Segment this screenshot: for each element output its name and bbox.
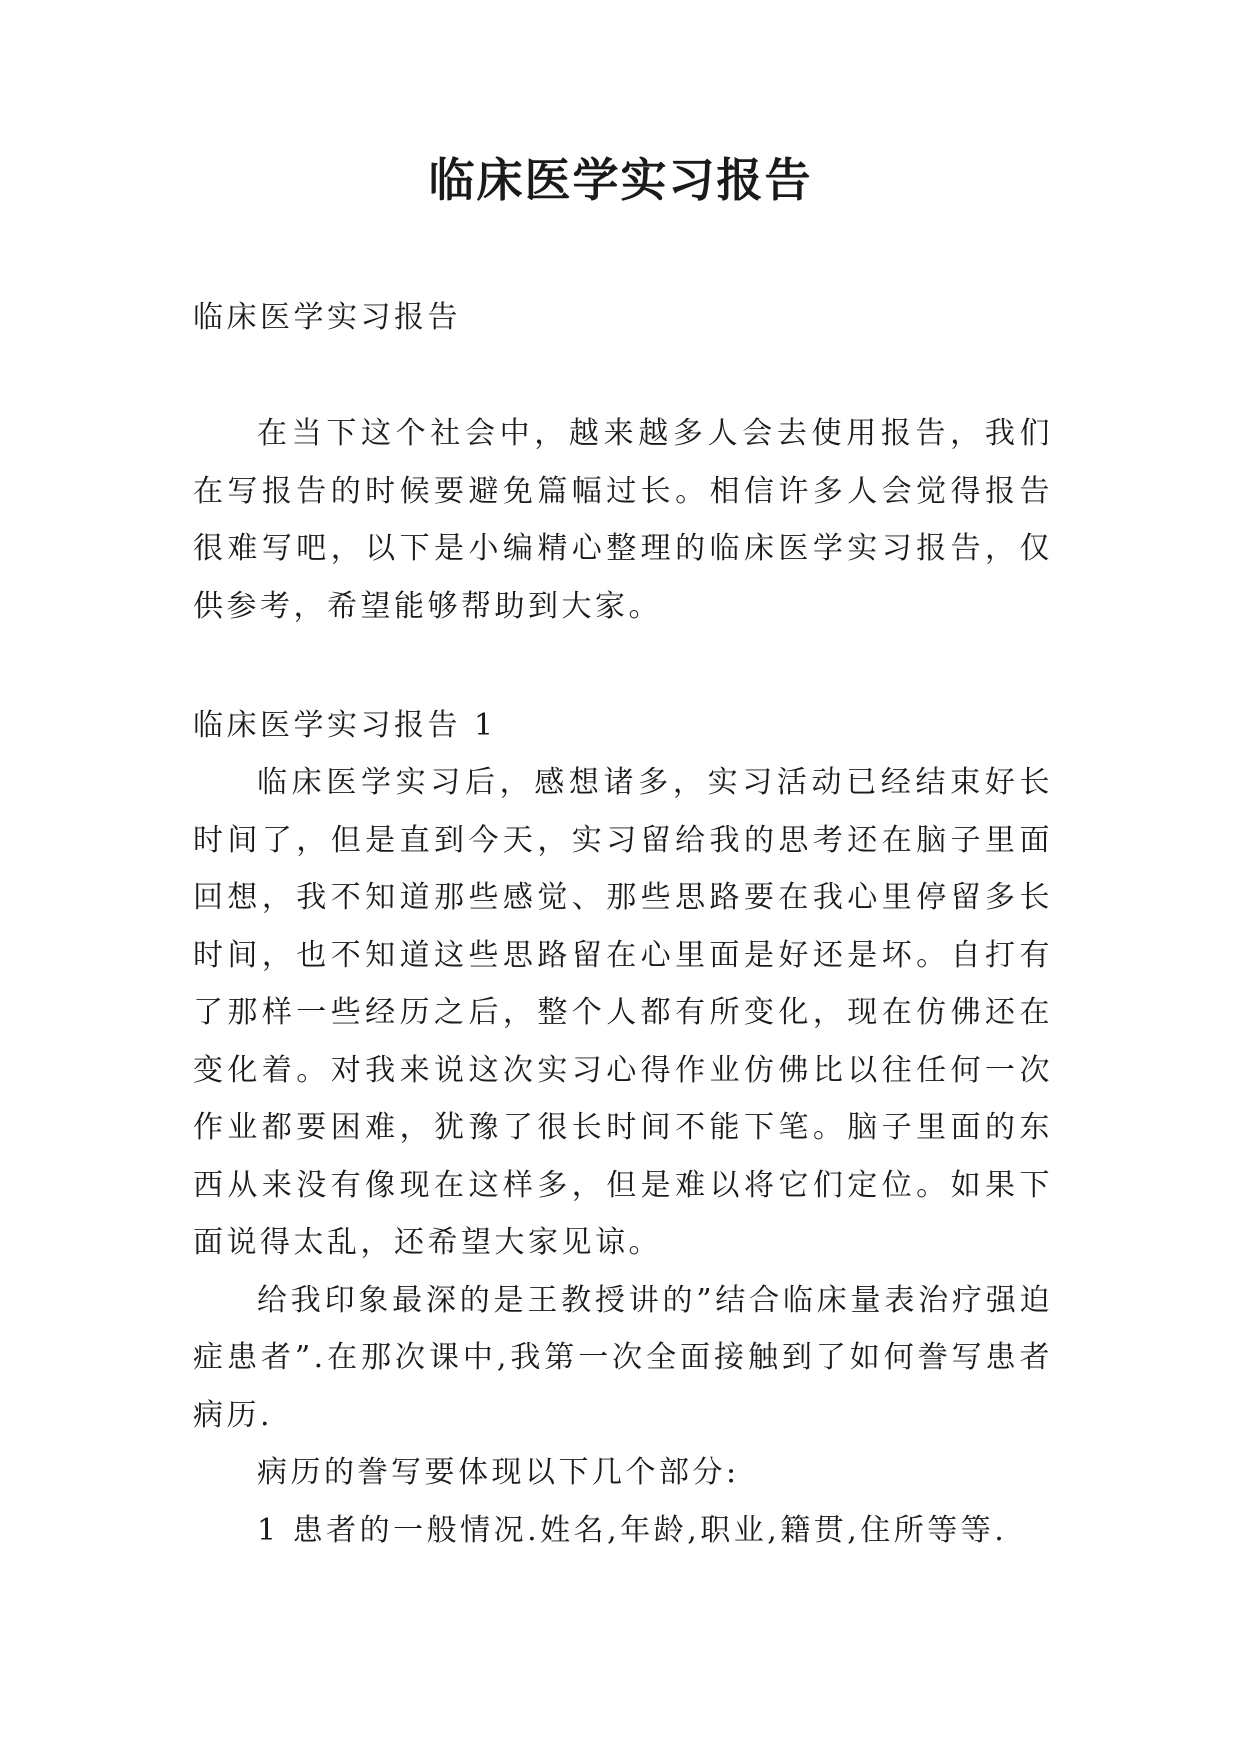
section-heading: 临床医学实习报告 1 [193, 708, 497, 743]
section-body [193, 754, 1053, 1559]
body-paragraph: 临床医学实习后，感想诸多，实习活动已经结束好长时间了，但是直到今天，实习留给我的思考还在脑子里面回想，我不知道那些感觉、那些思路要在我心里停留多长时间，也不知道这些思路留在心里面是好还是坏。自打有了那样一些经历之后，整个人都有所变化，现在仿佛还在变化着。对我来说这次实习心得作业仿佛比以往任何一次作业都要困难，犹豫了很长时间不能下笔。脑子里面的东西从来没有像现在这样多，但是难以将它们定位。如果下面说得太乱，还希望大家见谅。 [193, 765, 1053, 1260]
body-paragraph: 给我印象最深的是王教授讲的”结合临床量表治疗强迫症患者”.在那次课中,我第一次全面接触到了如何誊写患者病历. [193, 1282, 1053, 1433]
body-paragraph: 1 患者的一般情况.姓名,年龄,职业,籍贯,住所等等. [257, 1512, 1008, 1548]
body-paragraph: 病历的誊写要体现以下几个部分: [257, 1455, 740, 1490]
intro-paragraph: 在当下这个社会中，越来越多人会去使用报告，我们在写报告的时候要避免篇幅过长。相信许多人会觉得报告很难写吧，以下是小编精心整理的临床医学实习报告，仅供参考，希望能够帮助到大家。 [193, 416, 1053, 624]
document-subtitle: 临床医学实习报告 [193, 300, 461, 335]
document-title: 临床医学实习报告 [428, 153, 813, 207]
